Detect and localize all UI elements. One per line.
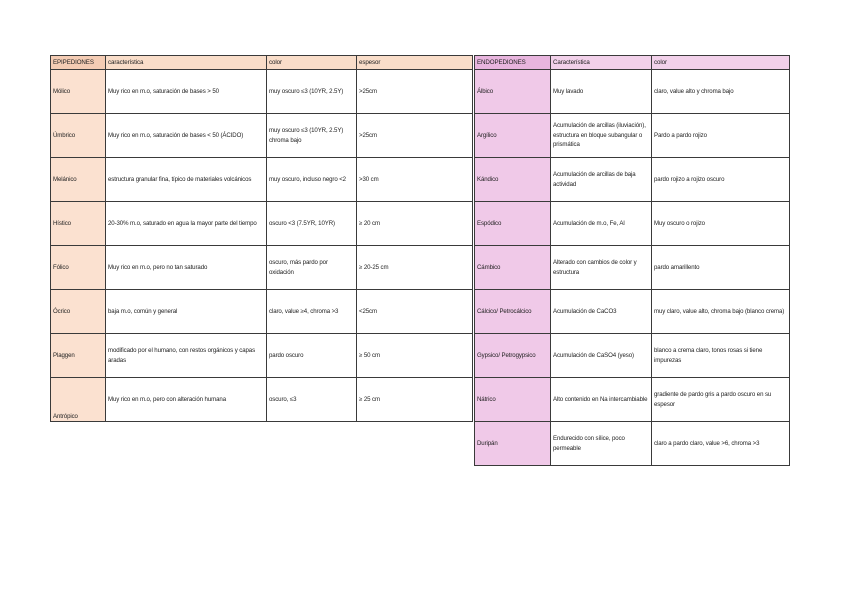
horizon-caracteristica: Acumulación de arcillas (iluviación), estructura en bloque subangular o prismática [551,114,652,158]
horizon-name: Álbico [475,70,551,114]
horizon-name: Cámbico [475,246,551,290]
header-color: color [267,56,357,70]
table-row [51,334,473,378]
table-row [51,70,473,114]
horizon-caracteristica: Muy rico en m.o, saturación de bases > 50 [106,70,267,114]
header-endopedones: ENDOPEDIONES [475,56,551,70]
epipedones-table [50,55,473,422]
table-row [51,246,473,290]
horizon-name: Hístico [51,202,106,246]
header-color: color [652,56,790,70]
horizon-espesor: ≥ 25 cm [357,378,473,422]
horizon-color: claro, value ≥4, chroma >3 [267,290,357,334]
horizon-caracteristica: baja m.o, común y general [106,290,267,334]
horizon-espesor: ≥ 20 cm [357,202,473,246]
horizon-color: claro a pardo claro, value >6, chroma >3 [652,422,790,466]
horizon-color: muy claro, value alto, chroma bajo (blanco crema) [652,290,790,334]
horizon-color: pardo rojizo a rojizo oscuro [652,158,790,202]
horizon-caracteristica: Alterado con cambios de color y estructura [551,246,652,290]
horizon-name: Melánico [51,158,106,202]
horizon-caracteristica: Acumulación de CaSO4 (yeso) [551,334,652,378]
horizon-espesor: >25cm [357,70,473,114]
horizon-caracteristica: Alto contenido en Na intercambiable [551,378,652,422]
horizon-color: oscuro <3 (7.5YR, 10YR) [267,202,357,246]
horizon-caracteristica: Acumulación de CaCO3 [551,290,652,334]
epipedones-header-row [51,56,473,70]
horizon-color: blanco a crema claro, tonos rosas si tiene impurezas [652,334,790,378]
header-epipedones: EPIPEDIONES [51,56,106,70]
header-espesor: espesor [357,56,473,70]
horizon-color: claro, value alto y chroma bajo [652,70,790,114]
horizon-color: muy oscuro, incluso negro <2 [267,158,357,202]
endopedones-header-row [475,56,790,70]
horizon-caracteristica: Acumulación de m.o, Fe, Al [551,202,652,246]
horizon-espesor: >25cm [357,114,473,158]
horizon-espesor: >30 cm [357,158,473,202]
table-row [475,246,790,290]
horizon-caracteristica: Muy rico en m.o, pero con alteración humana [106,378,267,422]
horizon-name: Gypsico/ Petrogypsico [475,334,551,378]
horizon-name: Fólico [51,246,106,290]
header-caracteristica: característica [106,56,267,70]
table-row [475,70,790,114]
horizon-name: Úmbrico [51,114,106,158]
horizon-name: Kándico [475,158,551,202]
horizon-color: muy oscuro ≤3 (10YR, 2.5Y) [267,70,357,114]
horizon-caracteristica: modificado por el humano, con restos orgánicos y capas aradas [106,334,267,378]
horizon-espesor: ≥ 50 cm [357,334,473,378]
table-row [475,334,790,378]
horizon-name: Duripán [475,422,551,466]
table-row [51,290,473,334]
horizon-name: Argílico [475,114,551,158]
table-row [475,422,790,466]
table-row [51,114,473,158]
table-row [475,378,790,422]
horizon-name: Cálcico/ Petrocálcico [475,290,551,334]
table-row [51,202,473,246]
table-row [51,378,473,422]
horizon-caracteristica: Acumulación de arcillas de baja actividad [551,158,652,202]
header-caracteristica: Característica [551,56,652,70]
horizon-color: Muy oscuro o rojizo [652,202,790,246]
table-row [475,202,790,246]
horizon-espesor: <25cm [357,290,473,334]
horizon-caracteristica: Muy rico en m.o, saturación de bases < 50 (ÁCIDO) [106,114,267,158]
horizon-color: muy oscuro ≤3 (10YR, 2.5Y) chroma bajo [267,114,357,158]
horizon-name: Espódico [475,202,551,246]
horizon-name: Antrópico [51,378,106,422]
horizon-color: oscuro, más pardo por oxidación [267,246,357,290]
table-row [475,158,790,202]
horizon-caracteristica: Muy rico en m.o, pero no tan saturado [106,246,267,290]
horizon-caracteristica: 20-30% m.o, saturado en agua la mayor parte del tiempo [106,202,267,246]
horizon-color: pardo oscuro [267,334,357,378]
horizon-espesor: ≥ 20-25 cm [357,246,473,290]
horizon-name: Plaggen [51,334,106,378]
table-row [51,158,473,202]
horizon-name: Ócrico [51,290,106,334]
horizon-name: Nátrico [475,378,551,422]
horizon-color: Pardo a pardo rojizo [652,114,790,158]
horizon-caracteristica: Muy lavado [551,70,652,114]
horizon-caracteristica: estructura granular fina, típico de materiales volcánicos [106,158,267,202]
horizon-color: gradiente de pardo gris a pardo oscuro en su espesor [652,378,790,422]
table-row [475,114,790,158]
horizon-name: Mólico [51,70,106,114]
horizon-caracteristica: Endurecido con sílice, poco permeable [551,422,652,466]
endopedones-table [474,55,790,466]
table-row [475,290,790,334]
horizon-color: pardo amarillento [652,246,790,290]
horizon-color: oscuro, ≤3 [267,378,357,422]
